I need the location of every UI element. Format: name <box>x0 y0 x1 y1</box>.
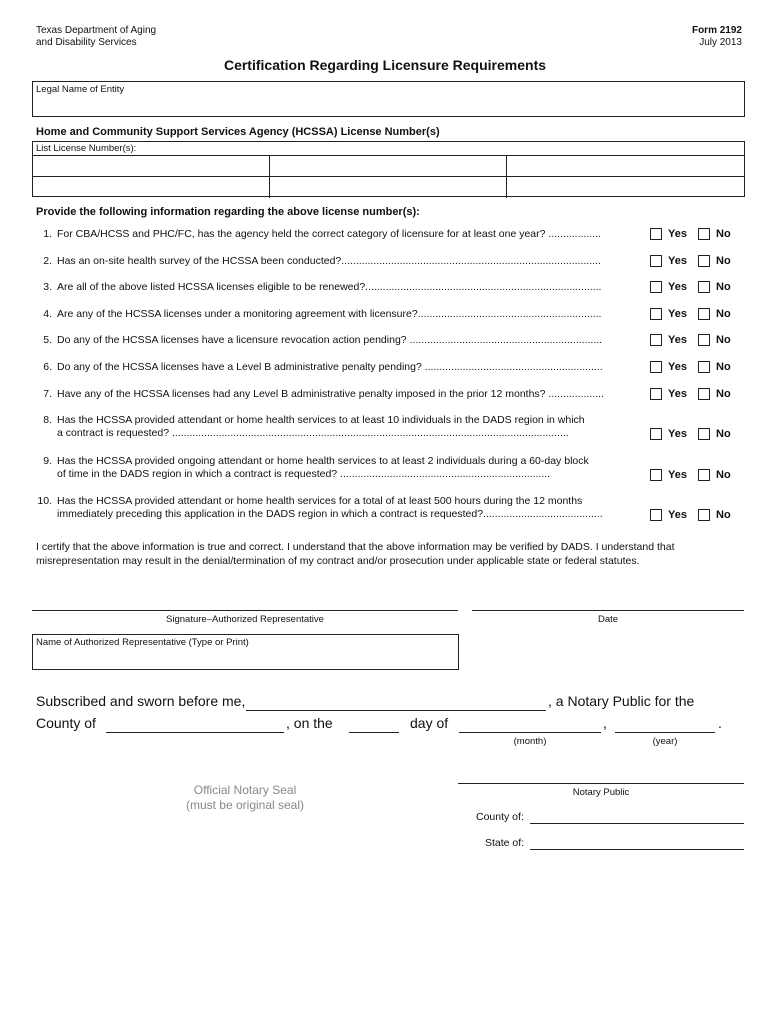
county-of-text: County of <box>36 715 96 731</box>
question-row <box>36 495 648 523</box>
agency-line-2: and Disability Services <box>36 37 137 48</box>
yes-label: Yes <box>668 361 687 373</box>
month-label: (month) <box>513 736 547 747</box>
page-title: Certification Regarding Licensure Requirements <box>223 57 547 73</box>
question-number: 1. <box>43 228 52 240</box>
question-text <box>57 308 647 321</box>
question-number: 5. <box>43 334 52 346</box>
question-row <box>36 255 648 269</box>
question-text <box>57 255 647 268</box>
no-label: No <box>716 428 731 440</box>
notary-seal-area <box>160 783 330 813</box>
rep-name-label: Name of Authorized Representative (Type or Print) <box>36 637 249 648</box>
no-checkbox[interactable] <box>698 255 710 267</box>
question-row <box>36 334 648 348</box>
license-table <box>32 141 745 197</box>
license-heading: Home and Community Support Services Agency (HCSSA) License Number(s) <box>36 126 440 138</box>
yes-checkbox[interactable] <box>650 509 662 521</box>
question-row <box>36 308 648 322</box>
question-line-2: a contract is requested? ........................................................................................................................................ <box>57 427 569 439</box>
yes-checkbox[interactable] <box>650 255 662 267</box>
signature-label: Signature–Authorized Representative <box>166 614 324 625</box>
yes-label: Yes <box>668 469 687 481</box>
question-line-2: of time in the DADS region in which a contract is requested? ........................................................................ <box>57 468 551 480</box>
no-checkbox[interactable] <box>698 334 710 346</box>
day-line[interactable] <box>349 732 399 733</box>
question-row <box>36 388 648 402</box>
question-text <box>57 334 647 347</box>
yes-checkbox[interactable] <box>650 361 662 373</box>
question-line-1: Has the HCSSA provided attendant or home health services for a total of at least 500 hours during the 12 months <box>57 495 583 507</box>
day-of-text: day of <box>410 715 449 731</box>
license-number-input[interactable] <box>33 177 270 198</box>
notary-public-label: Notary Public <box>572 787 630 798</box>
form-id <box>692 25 742 49</box>
no-label: No <box>716 308 731 320</box>
date-label: Date <box>597 614 619 625</box>
certification-statement: I certify that the above information is true and correct. I understand that the above information may be verified by DADS. I understand that misrepresentation may result in the denial/termination of my contract and/or prosecution under applicable state or federal statutes. <box>36 541 675 567</box>
yes-checkbox[interactable] <box>650 228 662 240</box>
no-label: No <box>716 334 731 346</box>
notary-public-for-text: , a Notary Public for the <box>548 693 695 709</box>
form-date: July 2013 <box>699 37 742 48</box>
month-line[interactable] <box>459 732 601 733</box>
date-line[interactable] <box>472 610 744 611</box>
yes-label: Yes <box>668 334 687 346</box>
yes-label: Yes <box>668 388 687 400</box>
question-text <box>57 495 647 521</box>
no-label: No <box>716 361 731 373</box>
license-number-input[interactable] <box>270 156 507 177</box>
signature-line[interactable] <box>32 610 458 611</box>
yes-checkbox[interactable] <box>650 308 662 320</box>
question-text <box>57 414 647 440</box>
question-row <box>36 414 648 442</box>
question-number: 9. <box>43 455 52 467</box>
questions-heading: Provide the following information regarding the above license number(s): <box>36 206 420 218</box>
question-text <box>57 388 647 401</box>
yes-checkbox[interactable] <box>650 334 662 346</box>
year-label: (year) <box>652 736 678 747</box>
yes-checkbox[interactable] <box>650 469 662 481</box>
notary-state-line[interactable] <box>530 849 744 850</box>
question-line-1: Are all of the above listed HCSSA licenses eligible to be renewed?................................................................................. <box>57 281 602 293</box>
license-number-input[interactable] <box>270 177 507 198</box>
county-line[interactable] <box>106 732 284 733</box>
question-row <box>36 228 648 242</box>
no-checkbox[interactable] <box>698 428 710 440</box>
question-line-1: Have any of the HCSSA licenses had any Level B administrative penalty imposed in the prior 12 months? ................... <box>57 388 604 400</box>
seal-line-1: Official Notary Seal <box>193 783 297 797</box>
question-text <box>57 228 647 241</box>
comma-text: , <box>603 715 607 731</box>
no-checkbox[interactable] <box>698 361 710 373</box>
no-label: No <box>716 228 731 240</box>
yes-label: Yes <box>668 255 687 267</box>
license-number-input[interactable] <box>507 177 744 198</box>
question-line-1: Do any of the HCSSA licenses have a licensure revocation action pending? .................................................................. <box>57 334 603 346</box>
question-line-1: Has the HCSSA provided attendant or home health services to at least 10 individuals in the DADS region in which <box>57 414 585 426</box>
yes-checkbox[interactable] <box>650 388 662 400</box>
no-label: No <box>716 509 731 521</box>
period-text: . <box>718 715 722 731</box>
notary-state-label: State of: <box>485 837 525 849</box>
form-number: Form 2192 <box>691 25 742 36</box>
question-line-1: For CBA/HCSS and PHC/FC, has the agency held the correct category of licensure for at least one year? .................. <box>57 228 601 240</box>
question-line-1: Has the HCSSA provided ongoing attendant or home health services to at least 2 individuals during a 60-day block <box>57 455 589 467</box>
notary-name-line[interactable] <box>246 710 546 711</box>
question-line-1: Do any of the HCSSA licenses have a Level B administrative penalty pending? ............................................................. <box>57 361 603 373</box>
license-number-input[interactable] <box>507 156 744 177</box>
year-line[interactable] <box>615 732 715 733</box>
question-row <box>36 281 648 295</box>
question-row <box>36 455 648 483</box>
agency-name <box>36 25 156 49</box>
question-number: 10. <box>37 495 52 507</box>
notary-county-line[interactable] <box>530 823 744 824</box>
license-list-label: List License Number(s): <box>33 142 744 156</box>
yes-label: Yes <box>668 308 687 320</box>
legal-name-field[interactable] <box>32 81 745 117</box>
no-checkbox[interactable] <box>698 388 710 400</box>
question-number: 2. <box>43 255 52 267</box>
yes-checkbox[interactable] <box>650 281 662 293</box>
question-number: 7. <box>43 388 52 400</box>
question-line-2: immediately preceding this application in the DADS region in which a contract is requested?......................................... <box>57 508 603 520</box>
question-row <box>36 361 648 375</box>
agency-line-1: Texas Department of Aging <box>36 25 157 36</box>
question-text <box>57 455 647 481</box>
no-checkbox[interactable] <box>698 509 710 521</box>
notary-county-label: County of: <box>476 811 524 823</box>
yes-checkbox[interactable] <box>650 428 662 440</box>
question-line-1: Are any of the HCSSA licenses under a monitoring agreement with licensure?............................................................... <box>57 308 602 320</box>
no-label: No <box>716 469 731 481</box>
question-line-1: Has an on-site health survey of the HCSSA been conducted?......................................................................................... <box>57 255 601 267</box>
question-number: 8. <box>43 414 52 426</box>
question-text <box>57 361 647 374</box>
no-label: No <box>716 281 731 293</box>
notary-signature-line[interactable] <box>458 783 744 784</box>
yes-label: Yes <box>668 428 687 440</box>
question-number: 6. <box>43 361 52 373</box>
question-text <box>57 281 647 294</box>
seal-line-2: (must be original seal) <box>185 798 305 812</box>
no-label: No <box>716 255 731 267</box>
subscribed-text: Subscribed and sworn before me, <box>36 693 246 709</box>
no-checkbox[interactable] <box>698 308 710 320</box>
no-checkbox[interactable] <box>698 469 710 481</box>
yes-label: Yes <box>668 509 687 521</box>
no-checkbox[interactable] <box>698 228 710 240</box>
rep-name-field[interactable] <box>32 634 459 670</box>
yes-label: Yes <box>668 228 687 240</box>
yes-label: Yes <box>668 281 687 293</box>
no-checkbox[interactable] <box>698 281 710 293</box>
question-number: 3. <box>43 281 52 293</box>
no-label: No <box>716 388 731 400</box>
on-the-text: , on the <box>286 715 333 731</box>
question-number: 4. <box>43 308 52 320</box>
legal-name-label: Legal Name of Entity <box>36 84 125 95</box>
license-number-input[interactable] <box>33 156 270 177</box>
